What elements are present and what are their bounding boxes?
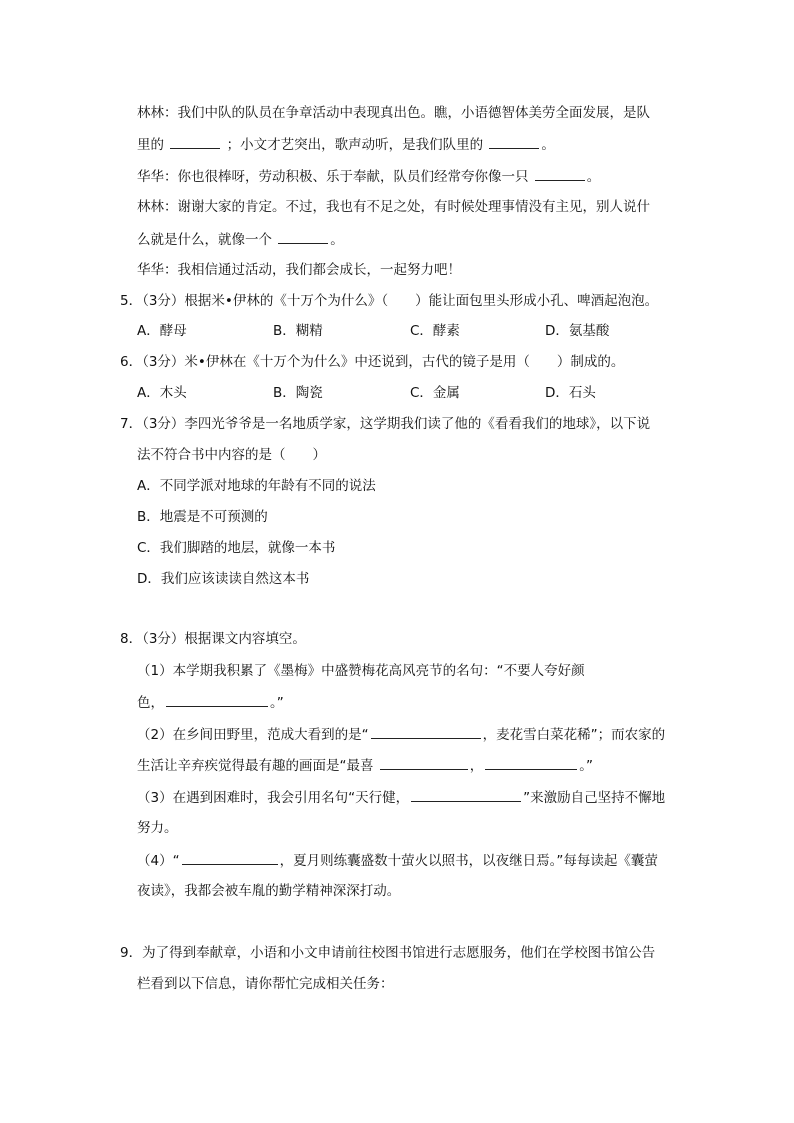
question-8-part-2-line-2: [137, 755, 593, 776]
question-6-option-c[interactable]: C．金属: [410, 385, 460, 401]
text: ”来激励自己坚持不懈地: [523, 790, 666, 806]
question-8-part-2-line-1: [137, 724, 665, 745]
question-5-option-b[interactable]: B．糊精: [273, 323, 323, 339]
fill-blank[interactable]: [182, 850, 278, 865]
fill-blank[interactable]: [411, 787, 521, 802]
question-8-part-4-line-2: 夜读》，我都会被车胤的勤学精神深深打动。: [137, 883, 401, 899]
text: 生活让辛弃疾觉得最有趣的画面是“最喜: [137, 758, 374, 774]
question-8-part-3-line-1: [137, 787, 665, 808]
question-7-option-a[interactable]: A．不同学派对地球的年龄有不同的说法: [137, 478, 376, 494]
question-8-part-1-line-1: （1）本学期我积累了《墨梅》中盛赞梅花高风亮节的名句：“不要人夸好颜: [137, 663, 585, 679]
dialogue-line-1: 林林：我们中队的队员在争章活动中表现真出色。瞧，小语德智体美劳全面发展，是队: [137, 105, 650, 121]
question-7-option-c[interactable]: C．我们脚踏的地层，就像一本书: [137, 540, 336, 556]
question-6-option-a[interactable]: A．木头: [137, 385, 187, 401]
fill-blank[interactable]: [485, 755, 577, 770]
question-6-stem: 6．（3分）米•伊林在《十万个为什么》中还说到，古代的镜子是用（ ）制成的。: [120, 354, 625, 370]
dialogue-line-3: [137, 166, 600, 187]
text: ；小文才艺突出，歌声动听，是我们队里的: [226, 137, 484, 153]
fill-blank[interactable]: [380, 755, 468, 770]
text: （4）“: [137, 853, 180, 869]
text: 。”: [579, 758, 594, 774]
question-7-option-b[interactable]: B．地震是不可预测的: [137, 509, 268, 525]
dialogue-line-6: 华华：我相信通过活动，我们都会成长，一起努力吧！: [137, 262, 461, 278]
text: ，夏月则练囊盛数十萤火以照书，以夜继日焉。”每每读起《囊萤: [279, 853, 658, 869]
question-7-stem-1: 7．（3分）李四光爷爷是一名地质学家，这学期我们读了他的《看看我们的地球》，以下说: [120, 416, 651, 432]
question-9-line-2: 栏看到以下信息，请你帮忙完成相关任务：: [137, 976, 394, 992]
dialogue-line-2: [137, 134, 555, 155]
dialogue-line-5: [137, 229, 344, 250]
question-8-part-4-line-1: [137, 850, 658, 871]
fill-blank[interactable]: [278, 229, 328, 244]
question-5-option-a[interactable]: A．酵母: [137, 323, 187, 339]
text: 里的: [137, 137, 164, 153]
text: 。: [330, 232, 344, 248]
text: （3）在遇到困难时，我会引用名句“天行健，: [137, 790, 410, 806]
question-6-option-b[interactable]: B．陶瓷: [273, 385, 323, 401]
question-9-line-1: 9．为了得到奉献章，小语和小文申请前往校图书馆进行志愿服务，他们在学校图书馆公告: [120, 945, 656, 961]
fill-blank[interactable]: [535, 166, 585, 181]
question-8-part-3-line-2: 努力。: [137, 820, 178, 836]
fill-blank[interactable]: [371, 724, 481, 739]
text: 么就是什么，就像一个: [137, 232, 272, 248]
text: 。: [541, 137, 555, 153]
text: 华华：你也很棒呀，劳动积极、乐于奉献，队员们经常夸你像一只: [137, 169, 529, 185]
question-7-stem-2: 法不符合书中内容的是（ ）: [137, 447, 326, 463]
dialogue-line-4: 林林：谢谢大家的肯定。不过，我也有不足之处，有时候处理事情没有主见，别人说什: [137, 199, 650, 215]
fill-blank[interactable]: [489, 134, 539, 149]
question-5-stem: 5．（3分）根据米•伊林的《十万个为什么》（ ）能让面包里头形成小孔、啤酒起泡泡。: [120, 293, 659, 309]
question-5-option-d[interactable]: D．氨基酸: [545, 323, 610, 339]
question-7-option-d[interactable]: D．我们应该读读自然这本书: [137, 571, 310, 587]
text: （2）在乡间田野里，范成大看到的是“: [137, 727, 369, 743]
question-5-option-c[interactable]: C．酵素: [410, 323, 460, 339]
text: ，: [469, 758, 484, 774]
text: ，麦花雪白菜花稀”；而农家的: [482, 727, 666, 743]
question-8-stem: 8．（3分）根据课文内容填空。: [120, 631, 306, 647]
fill-blank[interactable]: [170, 134, 220, 149]
text: 。: [586, 169, 601, 185]
text: 。”: [270, 695, 284, 711]
question-8-part-1-line-2: [137, 692, 284, 713]
question-6-option-d[interactable]: D．石头: [545, 385, 596, 401]
fill-blank[interactable]: [166, 692, 268, 707]
text: 色，: [137, 695, 164, 711]
